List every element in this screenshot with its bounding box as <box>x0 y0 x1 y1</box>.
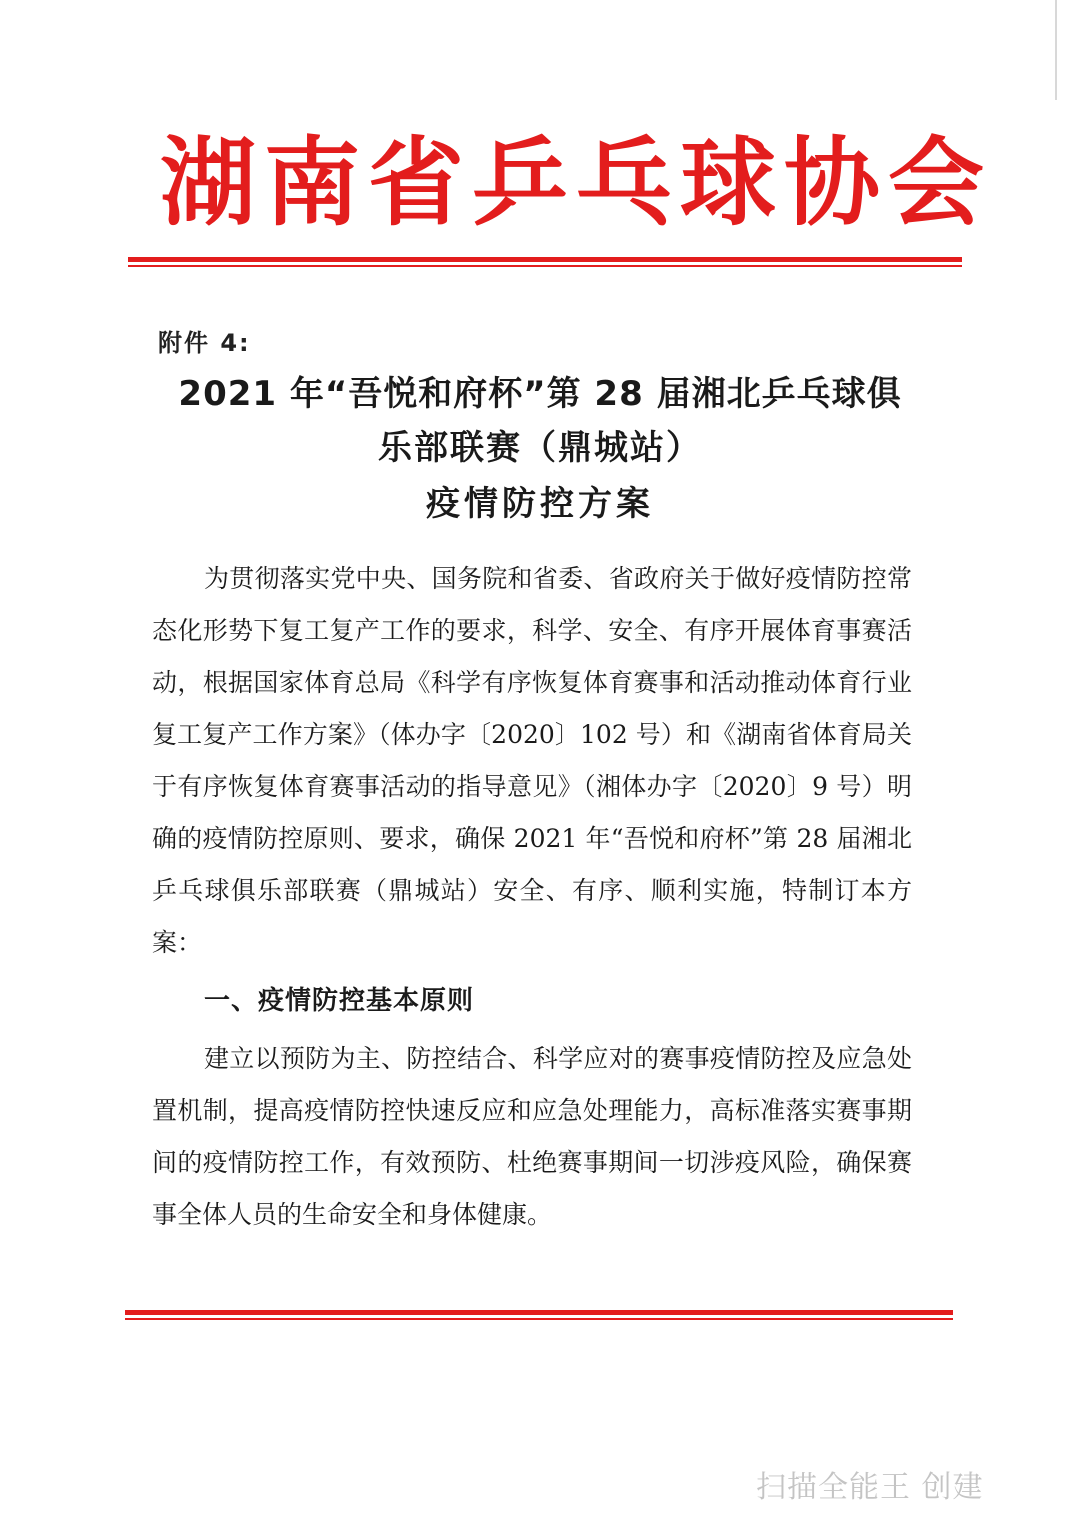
document-title-line-1: 2021 年“吾悦和府杯”第 28 届湘北乒乓球俱 <box>178 374 902 414</box>
letterhead-rule-thick <box>128 257 962 262</box>
section-heading-principles: 一、疫情防控基本原则 <box>204 986 475 1016</box>
letterhead-rule-thin <box>128 265 962 267</box>
attachment-label: 附件 4: <box>158 329 251 357</box>
principles-paragraph: 建立以预防为主、防控结合、科学应对的赛事疫情防控及应急处置机制，提高疫情防控快速反应和应急处理能力，高标准落实赛事期间的疫情防控工作，有效预防、杜绝赛事期间一切涉疫风险，确保赛事全体人员的生命安全和身体健康。 <box>152 1044 912 1229</box>
footer-rule-thick <box>125 1310 953 1315</box>
scanner-watermark: 扫描全能王 创建 <box>756 1470 984 1505</box>
letterhead-org-name: 湖南省乒乓球协会 <box>160 126 992 239</box>
intro-paragraph: 为贯彻落实党中央、国务院和省委、省政府关于做好疫情防控常态化形势下复工复产工作的要求，科学、安全、有序开展体育事赛活动，根据国家体育总局《科学有序恢复体育赛事和活动推动体育行业复工复产工作方案》（体办字〔2020〕102 号）和《湖南省体育局关于有序恢复体育赛事活动的指导意见》（湘体办字〔2020〕9 号）明确的疫情防控原则、要求，确保 2021 年“吾悦和府杯”第 28 届湘北乒乓球俱乐部联赛（鼎城站）安全、有序、顺利实施，特制订本方案： <box>152 564 912 957</box>
document-title-line-2: 乐部联赛（鼎城站） <box>378 428 702 468</box>
scan-edge-line <box>1055 0 1057 100</box>
document-title-line-3: 疫情防控方案 <box>426 484 654 524</box>
footer-rule-thin <box>125 1318 953 1320</box>
